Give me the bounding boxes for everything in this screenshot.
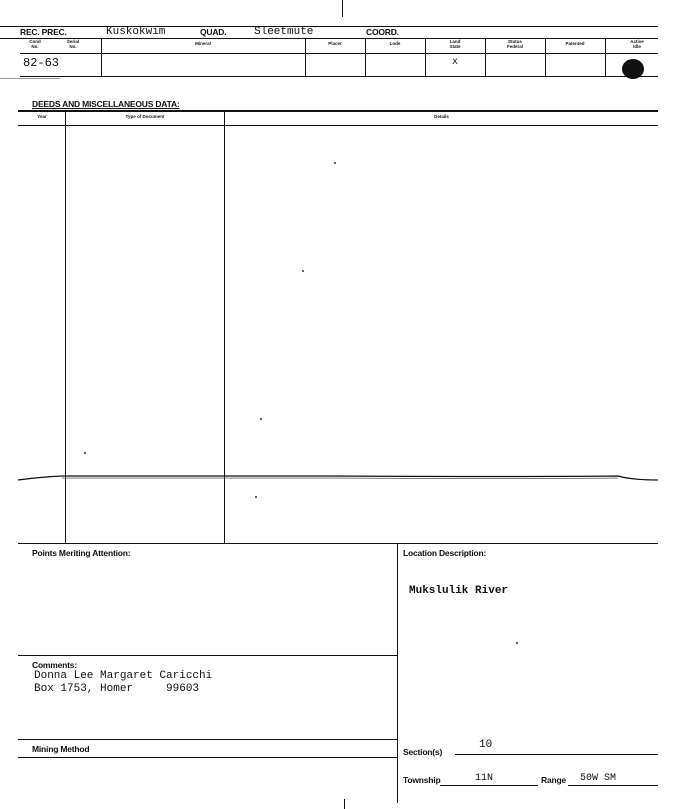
township-label: Township	[403, 775, 441, 785]
range-value: 50W SM	[580, 773, 617, 784]
header-rule	[0, 38, 658, 39]
col-lode: Lode	[389, 41, 401, 46]
record-divider-6	[545, 38, 546, 76]
record-shadow-rule	[0, 78, 60, 79]
top-tick	[342, 0, 343, 17]
comments-line-1: Donna Lee Margaret Caricchi	[34, 670, 213, 682]
col-status-federal: Status Federal	[506, 39, 523, 49]
lower-top-rule	[18, 543, 658, 544]
col-active-idle: Active Idle	[630, 39, 644, 49]
deeds-col-details: Details	[434, 114, 449, 119]
col-land-state: Land State	[449, 39, 461, 49]
quad-label: QUAD.	[200, 27, 227, 37]
rec-prec-value: Kuskokwim	[106, 26, 166, 38]
record-divider-4	[425, 38, 426, 76]
speck	[302, 270, 304, 272]
range-underline	[568, 785, 658, 786]
deeds-top-rule	[18, 110, 658, 112]
speck	[334, 162, 336, 164]
record-divider-1	[101, 38, 102, 76]
points-label: Points Meriting Attention:	[32, 548, 131, 558]
column-header-rule	[20, 53, 658, 54]
col-placer: Placer	[328, 41, 342, 46]
township-value: 11N	[475, 773, 494, 784]
location-label: Location Description:	[403, 548, 487, 558]
deeds-title: DEEDS AND MISCELLANEOUS DATA:	[32, 99, 180, 109]
record-bottom-rule	[20, 76, 658, 77]
record-divider-2	[305, 38, 306, 76]
comments-line-2: Box 1753, Homer 99603	[34, 683, 200, 695]
coord-label: COORD.	[366, 27, 399, 37]
range-label: Range	[541, 775, 566, 785]
section-value: 10	[479, 739, 493, 751]
speck	[84, 452, 86, 454]
speck	[255, 496, 257, 498]
col-cond-no: Cond No.	[29, 39, 41, 49]
mining-method-rule	[18, 757, 397, 758]
location-value: Mukslulik River	[409, 585, 509, 597]
quad-value: Sleetmute	[254, 26, 314, 38]
mining-method-label: Mining Method	[32, 744, 90, 754]
record-divider-7	[605, 38, 606, 76]
comments-label: Comments:	[32, 660, 77, 670]
comments-bottom-rule	[18, 739, 397, 740]
cond-no-value: 82-63	[23, 56, 60, 70]
deeds-col-year: Year	[37, 114, 47, 119]
bottom-tick	[344, 799, 345, 809]
record-divider-5	[485, 38, 486, 76]
rec-prec-label: REC. PREC.	[20, 27, 67, 37]
township-underline	[440, 785, 538, 786]
land-state-mark: x	[452, 57, 459, 68]
section-underline	[455, 754, 658, 755]
record-divider-3	[365, 38, 366, 76]
lower-center-divider	[397, 543, 398, 803]
deeds-header-rule	[18, 125, 658, 126]
speck	[260, 418, 262, 420]
col-mineral: Mineral	[195, 41, 211, 46]
header-top-rule	[0, 26, 658, 27]
section-label: Section(s)	[403, 747, 443, 757]
speck	[516, 642, 518, 644]
col-serial-no: Serial No.	[66, 39, 80, 49]
col-patented: Patented	[565, 41, 585, 46]
fold-line	[0, 468, 678, 490]
deeds-col-type: Type of Document	[125, 114, 165, 119]
points-bottom-rule	[18, 655, 397, 656]
